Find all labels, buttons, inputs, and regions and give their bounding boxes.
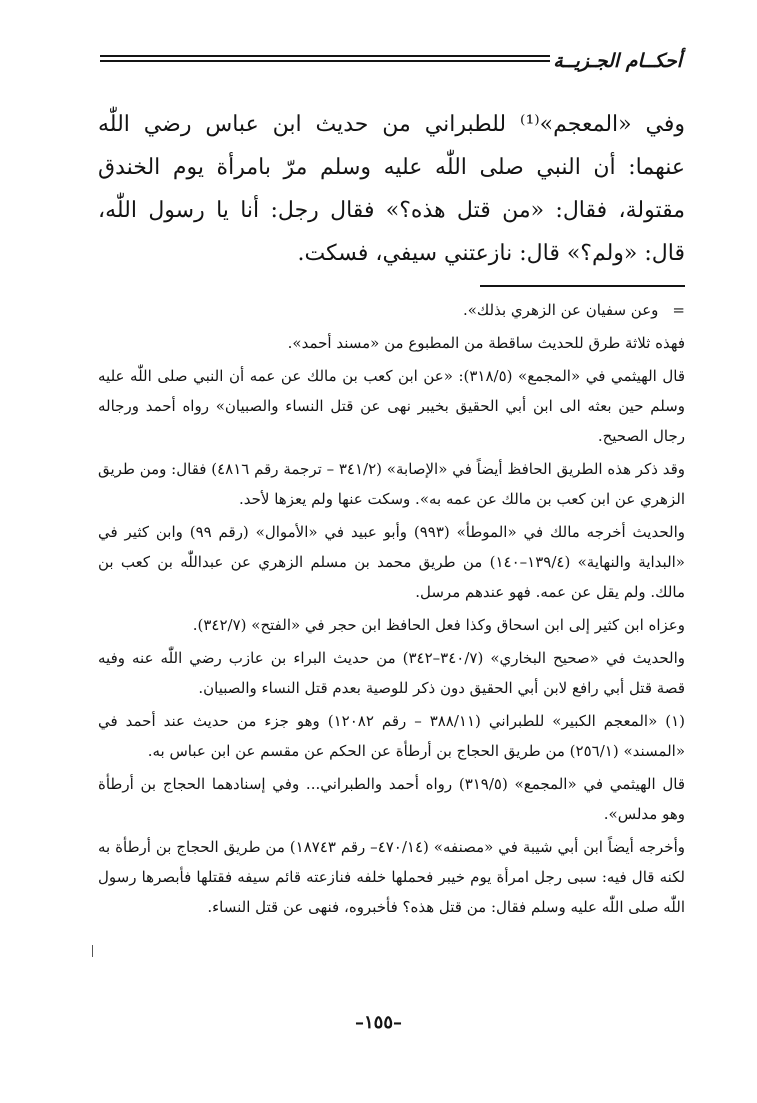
- footnote-paragraph: وأخرجه أيضاً ابن أبي شيبة في «مصنفه» (٤٧٠/١٤– رقم ١٨٧٤٣) من طريق الحجاج بن أرطأة به لكنه قال فيه: سبى رجل امرأة يوم خيبر فحملها خلفه فنازعته قائم سيفه فقتلها فأبصرها رسول اللّٰه صلى اللّٰه عليه وسلم فقال: من قتل هذه؟ فأخبروه، فنهى عن قتل النساء.: [98, 838, 685, 916]
- footnote-paragraph: وعزاه ابن كثير إلى ابن اسحاق وكذا فعل الحافظ ابن حجر في «الفتح» (٣٤٢/٧).: [192, 616, 685, 634]
- page-header: [100, 48, 682, 78]
- footnotes: [98, 295, 685, 925]
- header-rule-bottom: [100, 60, 550, 62]
- footnote-paragraph: (١) «المعجم الكبير» للطبراني (٣٨٨/١١ – رقم ١٢٠٨٢) وهو جزء من حديث عند أحمد في «المسند» (٢٥٦/١) من طريق الحجاج بن أرطأة عن الحكم عن مقسم عن ابن عباس به.: [98, 712, 686, 760]
- continuation-mark: =: [672, 301, 685, 319]
- footnote-paragraph: وقد ذكر هذه الطريق الحافظ أيضاً في «الإصابة» (٣٤١/٢ – ترجمة رقم ٤٨١٦) فقال: ومن طريق الزهري عن ابن كعب بن مالك عن عمه به». وسكت عنها ولم يعزها لأحد.: [98, 460, 685, 508]
- footnote-paragraph: والحديث في «صحيح البخاري» (٣٤٠/٧–٣٤٢) من حديث البراء بن عازب رضي اللّٰه عنه وفيه قصة قتل أبي رافع لابن أبي الحقيق دون ذكر للوصية بعدم قتل النساء والصبيان.: [98, 649, 685, 697]
- main-paragraph: وفي «المعجم»⁽¹⁾ للطبراني من حديث ابن عباس رضي اللّٰه عنهما: أن النبي صلى اللّٰه عليه وسلم مرّ بامرأة يوم الخندق مقتولة، فقال: «من قتل هذه؟» فقال رجل: أنا يا رسول اللّٰه، قال: «ولم؟» قال: نازعتني سيفي، فسكت.: [98, 112, 685, 266]
- footnote-paragraph: قال الهيثمي في «المجمع» (٣١٩/٥) رواه أحمد والطبراني... وفي إسنادهما الحجاج بن أرطأة وهو مدلس».: [98, 775, 686, 823]
- header-rule-top: [100, 55, 550, 57]
- footnote-text: وعن سفيان عن الزهري بذلك».: [462, 301, 659, 319]
- footnote-paragraph: فهذه ثلاثة طرق للحديث ساقطة من المطبوع من «مسند أحمد».: [287, 334, 685, 352]
- footnote-separator: [480, 285, 685, 287]
- running-title: أحكــام الجـزيــة: [553, 50, 682, 72]
- footnote-paragraph: [98, 295, 685, 325]
- footnote-paragraph: والحديث أخرجه مالك في «الموطأ» (٩٩٣) وأبو عبيد في «الأموال» (رقم ٩٩) وابن كثير في «البداية والنهاية» (١٣٩/٤–١٤٠) من طريق محمد بن مسلم الزهري عن عبداللّٰه بن كعب بن مالك. ولم يقل عن عمه. فهو عندهم مرسل.: [98, 523, 685, 601]
- main-text-block: [98, 103, 685, 275]
- footnote-paragraph: قال الهيثمي في «المجمع» (٣١٨/٥): «عن ابن كعب بن مالك عن عمه أن النبي صلى اللّٰه عليه وسلم حين بعثه الى ابن أبي الحقيق بخيبر نهى عن قتل النساء والصبيان» رواه أحمد ورجاله رجال الصحيح.: [98, 367, 686, 445]
- header-rules: [100, 55, 550, 65]
- margin-mark: [92, 945, 93, 957]
- page-number: –١٥٥–: [354, 1012, 402, 1033]
